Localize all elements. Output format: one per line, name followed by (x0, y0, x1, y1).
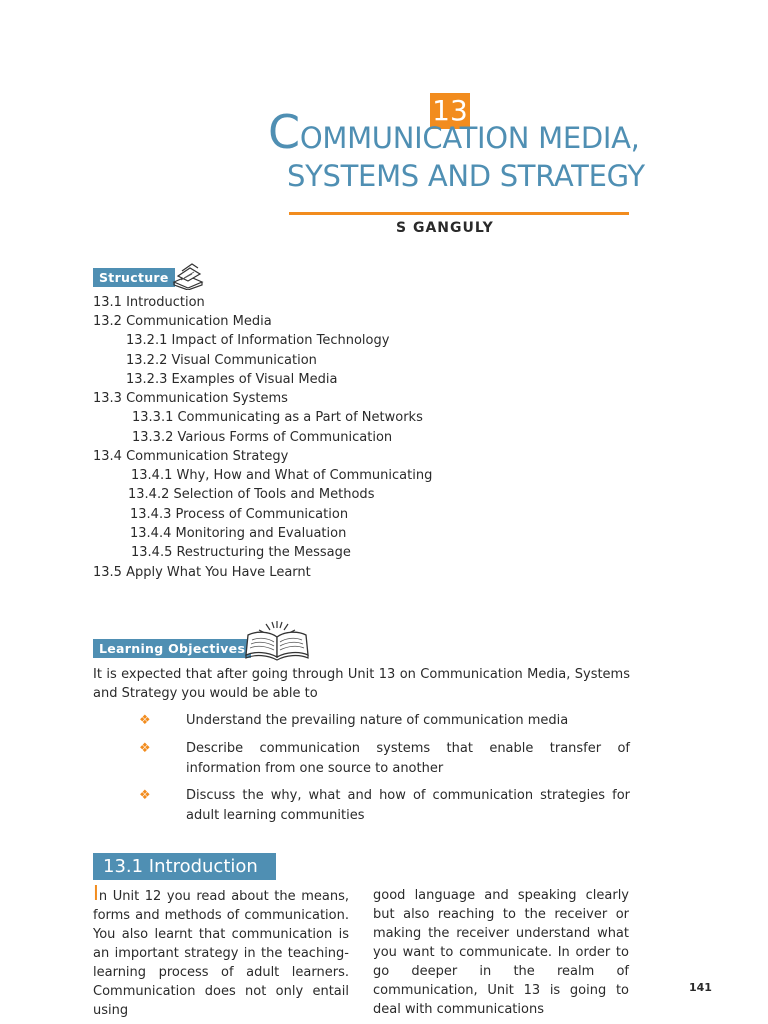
objectives-intro: It is expected that after going through Unit 13 on Communication Media, Systems and Strategy you would be able to (93, 667, 630, 701)
author-name: S GANGULY (396, 220, 494, 236)
open-book-icon (244, 617, 310, 661)
toc-item: 13.4.5 Restructuring the Message (131, 545, 351, 560)
toc-item: 13.1 Introduction (93, 295, 205, 310)
unit-number-badge: 13 (430, 93, 470, 129)
left-column-text: n Unit 12 you read about the means, forms and methods of communication. You also learnt that communication is an important strategy in the teaching-learning process of adult learners. Communication does not only entail using (93, 889, 349, 1018)
diamond-bullet-icon: ❖ (139, 788, 151, 803)
section-heading: 13.1 Introduction (93, 853, 276, 880)
objective-text: Understand the prevailing nature of communication media (186, 713, 569, 728)
chapter-title-line2: SYSTEMS AND STRATEGY (287, 159, 645, 193)
title-underline (289, 212, 629, 215)
title-initial-cap: C (268, 105, 300, 159)
title-line1-text: OMMUNICATION MEDIA, (299, 121, 640, 155)
body-column-left (93, 881, 349, 1020)
toc-item: 13.3.1 Communicating as a Part of Networks (132, 410, 423, 425)
toc-item: 13.3.2 Various Forms of Communication (132, 430, 393, 445)
diamond-bullet-icon: ❖ (139, 713, 151, 728)
toc-item: 13.2.1 Impact of Information Technology (126, 333, 390, 348)
structure-label: Structure (93, 268, 175, 287)
objective-text: Describe communication systems that enable transfer of information from one source to another (186, 741, 630, 776)
toc-item: 13.2 Communication Media (93, 314, 272, 329)
toc-item: 13.2.3 Examples of Visual Media (126, 372, 338, 387)
diamond-bullet-icon: ❖ (139, 741, 151, 756)
toc-item: 13.5 Apply What You Have Learnt (93, 565, 311, 580)
books-icon (170, 262, 206, 290)
toc-item: 13.3 Communication Systems (93, 391, 288, 406)
objective-text: Discuss the why, what and how of communication strategies for adult learning communities (186, 788, 630, 823)
page-number: 141 (689, 981, 712, 994)
learning-objectives-label: Learning Objectives (93, 639, 251, 658)
toc-item: 13.4.2 Selection of Tools and Methods (128, 487, 375, 502)
body-column-right: good language and speaking clearly but also reaching to the receiver or making the receiver understand what you want to communicate. In order to go deeper in the realm of communication, Unit 13 is going to deal with communications (373, 888, 629, 1017)
drop-cap: I (93, 881, 99, 905)
toc-item: 13.4.1 Why, How and What of Communicating (131, 468, 433, 483)
toc-item: 13.2.2 Visual Communication (126, 353, 317, 368)
toc-item: 13.4.4 Monitoring and Evaluation (130, 526, 347, 541)
toc-item: 13.4.3 Process of Communication (130, 507, 349, 522)
toc-item: 13.4 Communication Strategy (93, 449, 289, 464)
